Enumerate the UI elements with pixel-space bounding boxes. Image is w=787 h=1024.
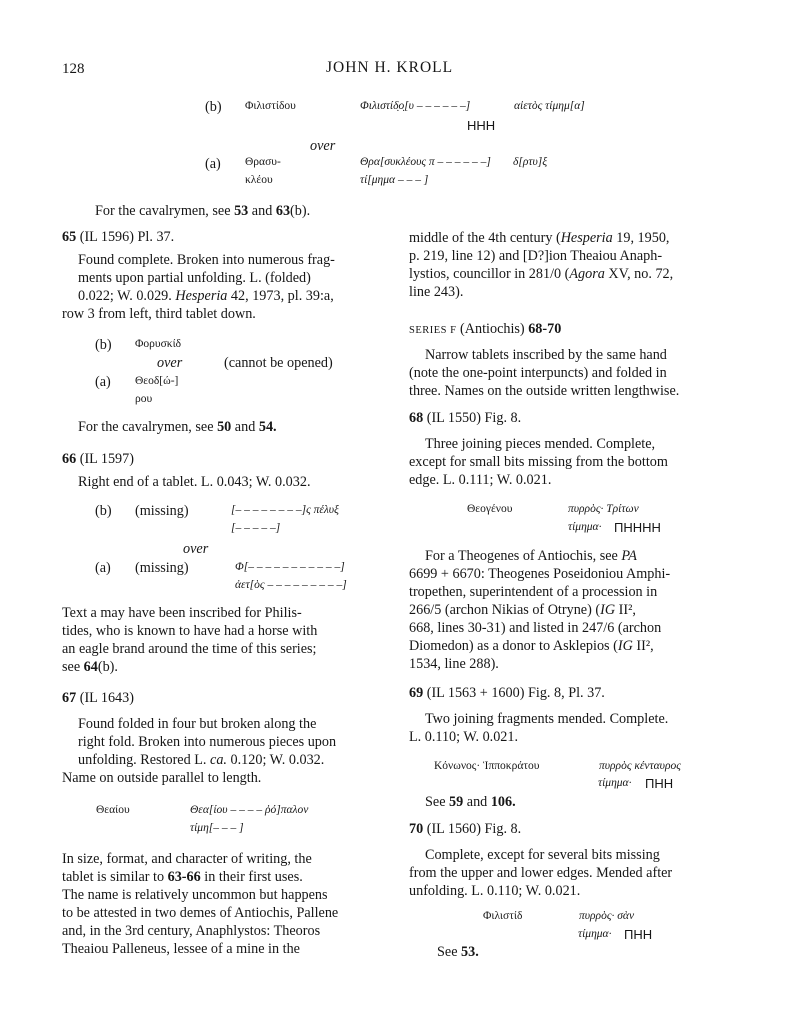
top-a-label: (a) — [205, 156, 221, 172]
entry-67-desc-4: Name on outside parallel to length. — [62, 770, 262, 786]
top-a-text1: Θρα[συκλέους π – – – – – –] — [360, 156, 491, 168]
top-b-text: Φιλιστίδ̣ο̣[υ – – – – – –] — [360, 100, 471, 112]
entry-68-value: ΠHHHH — [614, 520, 661, 535]
top-b-label: (b) — [205, 99, 222, 115]
entry-66-b-missing: (missing) — [135, 503, 189, 519]
entry-70-text2: τίμημα· — [578, 928, 612, 940]
entry-69-see: See 59 and 106. — [425, 794, 516, 810]
top-a-device: δ[ρτυ]ξ — [513, 156, 548, 168]
entry-69-heading: 69 (IL 1563 + 1600) Fig. 8, Pl. 37. — [409, 685, 605, 701]
entry-65-description: Found complete. Broken into numerous frag- ments upon partial unfolding. L. (folded) 0.022; W. 0.029. Hesperia 42, 1973, pl. 39:a, — [78, 252, 335, 304]
top-b-device: αἰετὸς τίμημ[α] — [514, 100, 585, 112]
entry-69-value: ΠHH — [645, 776, 674, 791]
page-number: 128 — [62, 61, 85, 77]
entry-68-text2: τίμημα· — [568, 521, 602, 533]
series-description-2: (note the one-point interpuncts) and folded in three. Names on the outside written lengthwise. — [409, 365, 680, 399]
top-a-name2: κλέου — [245, 174, 273, 186]
entry-67-name: Θεαίου — [96, 804, 130, 816]
entry-67-heading: 67 (IL 1643) — [62, 690, 134, 706]
entry-67-text2: τίμη[– – – ] — [190, 822, 244, 834]
entry-70-value: ΠHH — [624, 927, 653, 942]
entry-67-text1: Θεα[ίου – – – – ῥό]παλον — [190, 804, 309, 816]
entry-69-name: Κόνωνος· Ἱπποκράτου — [434, 760, 540, 772]
right-continuation: middle of the 4th century (Hesperia 19, 1950, p. 219, line 12) and [D?]ion Theaiou Anaph- lystios, councillor in 281/0 (Agora XV, no. 72, line 243). — [409, 230, 674, 300]
running-title: JOHN H. KROLL — [326, 59, 454, 76]
entry-66-commentary: Text a may have been inscribed for Philis- tides, who is known to have had a horse with an eagle brand around the time of this series; see 64(b). — [62, 605, 318, 675]
entry-65-a-text: Θεοδ[ώ-] — [135, 375, 179, 387]
entry-70-see: See 53. — [437, 944, 479, 960]
entry-65-heading: 65 (IL 1596) Pl. 37. — [62, 229, 175, 245]
entry-66-a-text2: ἀετ[ὸς – – – – – – – – –] — [235, 579, 347, 591]
entry-66-heading: 66 (IL 1597) — [62, 451, 134, 467]
entry-70-description: Complete, except for several bits missing — [425, 847, 660, 863]
top-b-value: HHH — [467, 118, 496, 133]
series-heading: SERIES F (Antiochis) 68-70 — [409, 321, 562, 337]
entry-69-text1: πυρρὸς κένταυρος — [599, 760, 681, 772]
entry-69-description: Two joining fragments mended. Complete. — [425, 711, 669, 727]
entry-68-description: Three joining pieces mended. Complete, — [425, 436, 656, 452]
entry-66-description: Right end of a tablet. L. 0.043; W. 0.032. — [78, 474, 311, 490]
entry-68-heading: 68 (IL 1550) Fig. 8. — [409, 410, 522, 426]
entry-66-a-text1: Φ[– – – – – – – – – – –] — [235, 561, 345, 573]
entry-69-text2: τίμημα· — [598, 777, 632, 789]
entry-68-name: Θεογένου — [467, 503, 513, 515]
entry-66-over: over — [183, 541, 209, 557]
entry-65-b-label: (b) — [95, 337, 112, 353]
series-description: Narrow tablets inscribed by the same hand — [425, 347, 667, 363]
top-note: For the cavalrymen, see 53 and 63(b). — [95, 203, 311, 219]
entry-66-b-label: (b) — [95, 503, 112, 519]
entry-65-cannot: (cannot be opened) — [224, 355, 333, 371]
entry-70-heading: 70 (IL 1560) Fig. 8. — [409, 821, 522, 837]
top-a-name1: Θρασυ- — [245, 156, 281, 168]
entry-69-description-2: L. 0.110; W. 0.021. — [409, 729, 519, 745]
entry-66-a-label: (a) — [95, 560, 111, 576]
entry-70-name: Φιλιστίδ — [483, 910, 523, 922]
entry-68-commentary: For a Theogenes of Antiochis, see PA — [425, 548, 637, 564]
top-b-name: Φιλιστίδου — [245, 100, 296, 112]
entry-66-b-text1: [– – – – – – – –]ς πέλυξ — [231, 504, 339, 516]
entry-70-text1: πυρρὸς· σὰν — [579, 910, 635, 922]
entry-65-a-label: (a) — [95, 374, 111, 390]
entry-68-description-2: except for small bits missing from the bottom edge. L. 0.111; W. 0.021. — [409, 454, 668, 488]
entry-70-description-2: from the upper and lower edges. Mended after unfolding. L. 0.110; W. 0.021. — [409, 865, 673, 899]
entry-65-a-text2: ρου — [135, 393, 153, 405]
entry-68-text1: πυρρὸς· Τρίτων — [568, 503, 639, 515]
entry-65-desc-4: row 3 from left, third tablet down. — [62, 306, 256, 322]
entry-65-note: For the cavalrymen, see 50 and 54. — [78, 419, 277, 435]
entry-68-commentary-2: 6699 + 6670: Theogenes Poseidoniou Amphi- tropethen, superintendent of a procession in 266/5 (archon Nikias of Otryne) (IG II², 668, lines 30-31) and listed in 247/6 (archon Diomedon) as a donor to Asklepios (IG II², 1534, line 288). — [409, 566, 671, 672]
top-a-text2: τί[μημα – – – ] — [360, 174, 429, 186]
entry-65-b-text: Φορυσκίδ — [135, 338, 182, 350]
entry-66-a-missing: (missing) — [135, 560, 189, 576]
entry-66-b-text2: [– – – – –] — [231, 522, 281, 534]
entry-67-commentary: In size, format, and character of writing, the tablet is similar to 63-66 in their first uses. The name is relatively uncommon but happens to be attested in two demes of Antiochis, Pallene and, in the 3rd century, Anaphlystos: Theoros Theaiou Palleneus, lessee of a mine in the — [62, 851, 339, 957]
entry-65-over: over — [157, 355, 183, 371]
entry-67-description: Found folded in four but broken along the right fold. Broken into numerous pieces upon unfolding. Restored L. ca. 0.120; W. 0.032. — [78, 716, 337, 768]
top-over: over — [310, 138, 336, 154]
